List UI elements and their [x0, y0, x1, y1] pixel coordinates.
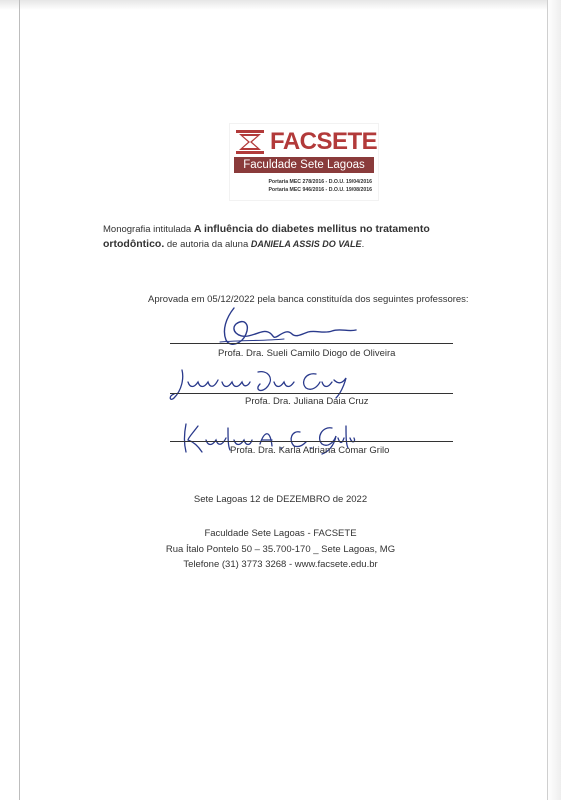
logo-portaria-2: Portaria MEC 946/2016 - D.O.U. 19/08/2016 — [268, 187, 372, 193]
logo-portaria-1: Portaria MEC 278/2016 - D.O.U. 19/04/2016 — [268, 179, 372, 185]
logo-name: FACSETE — [270, 128, 378, 155]
footer-address: Rua Ítalo Pontelo 50 – 35.700-170 _ Sete Lagoas, MG — [165, 544, 396, 555]
footer-contact: Telefone (31) 3773 3268 - www.facsete.edu.br — [183, 559, 378, 570]
footer-institution: Faculdade Sete Lagoas - FACSETE — [204, 528, 357, 539]
page-border-right — [547, 0, 548, 800]
page-right-shadow — [547, 0, 561, 800]
monograph-title: A influência do diabetes mellitus no tratamento ortodôntico. — [103, 223, 430, 250]
place-date: Sete Lagoas 12 de DEZEMBRO de 2022 — [193, 494, 368, 505]
monograph-intro — [103, 222, 483, 252]
facsete-mark-icon — [236, 130, 264, 154]
signature-line-1 — [170, 343, 453, 344]
signature-line-2 — [170, 393, 453, 394]
signature-1 — [212, 304, 362, 352]
examiner-2-name: Profa. Dra. Juliana Daia Cruz — [245, 396, 369, 407]
page-border-left — [19, 0, 20, 800]
examiner-3-name: Profa. Dra. Karla Adriana Comar Grilo — [230, 445, 390, 456]
page-top-shadow — [0, 0, 561, 10]
facsete-logo — [230, 124, 378, 200]
intro-suffix: . — [361, 239, 365, 250]
approval-text: Aprovada em 05/12/2022 pela banca constituída dos seguintes professores: — [148, 294, 469, 305]
examiner-1-name: Profa. Dra. Sueli Camilo Diogo de Oliveira — [218, 348, 396, 359]
intro-prefix: Monografia intitulada — [103, 224, 194, 235]
intro-middle: de autoria da aluna — [164, 239, 251, 250]
logo-subtitle: Faculdade Sete Lagoas — [234, 157, 374, 173]
author-name: DANIELA ASSIS DO VALE — [250, 239, 362, 249]
signature-line-3 — [170, 441, 453, 442]
